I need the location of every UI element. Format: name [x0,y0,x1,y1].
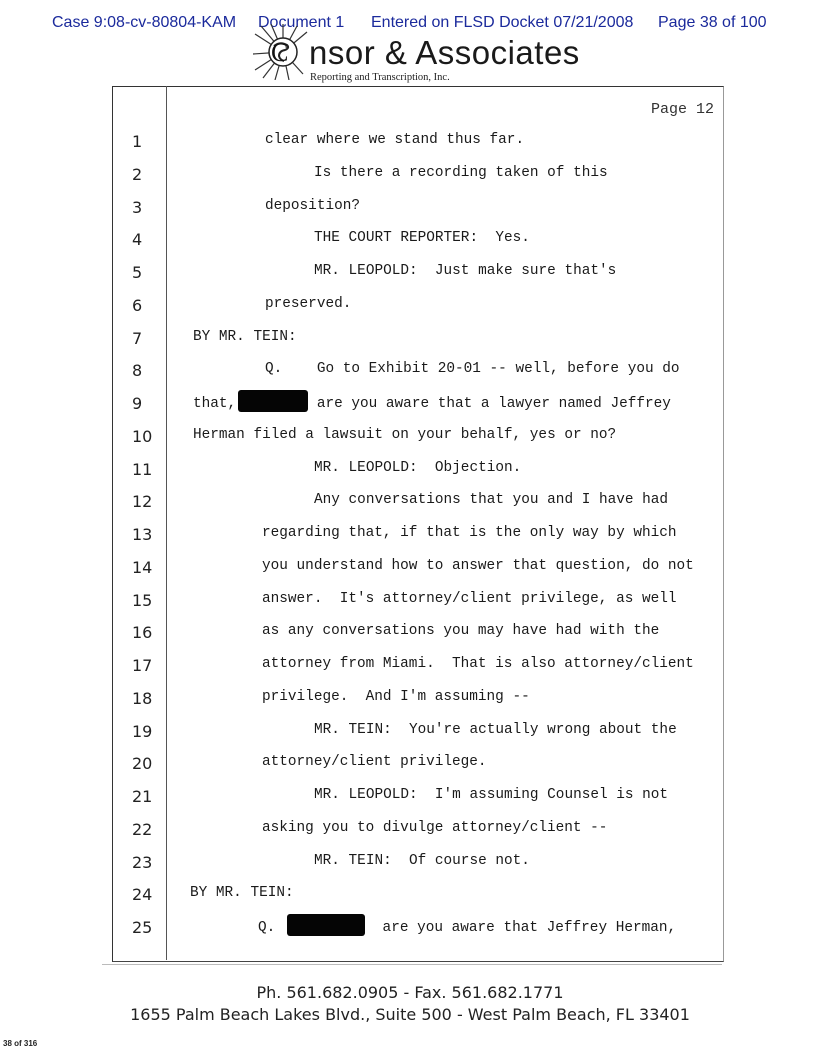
line-number: 13 [132,525,153,544]
line-text-body: deposition? [265,197,360,214]
line-text [262,689,530,705]
footer-divider [102,964,722,965]
transcript-line [0,492,820,522]
docket-entry: Entered on FLSD Docket 07/21/2008 [371,14,634,31]
transcript-line [0,623,820,653]
transcript-line [0,722,820,752]
line-text-body: MR. TEIN: You're actually wrong about the [314,721,677,738]
line-number: 14 [132,557,153,577]
line-text-body: you understand how to answer that question, do not [262,557,694,574]
line-number: 5 [132,263,143,282]
line-text-body: regarding that, if that is the only way by which [262,525,677,541]
line-text [193,394,671,412]
line-text [314,460,521,476]
line-text [193,427,616,443]
line-number: 15 [132,590,153,610]
transcript-line [0,394,820,424]
line-number: 20 [132,754,153,774]
line-number: 11 [132,459,153,479]
line-number: 2 [132,164,143,184]
line-text-body: are you aware that Jeffrey Herman, [365,919,677,936]
line-text [262,820,607,836]
line-number: 7 [132,328,143,348]
line-text-lead: Q. [258,919,276,936]
line-text [262,656,694,672]
transcript-line [0,361,820,391]
transcript-line [0,689,820,719]
line-number: 3 [132,197,143,217]
transcript-line [0,754,820,784]
line-text [262,558,694,574]
line-text-body: privilege. And I'm assuming -- [262,688,530,705]
transcript-line [0,263,820,293]
line-text-body: MR. LEOPOLD: Just make sure that's [314,263,617,279]
line-text [314,722,677,738]
transcript-line [0,460,820,490]
line-number: 16 [132,623,153,643]
line-number: 12 [132,492,153,512]
footer-address: 1655 Palm Beach Lakes Blvd., Suite 500 - West Palm Beach, FL 33401 [130,1005,690,1024]
line-text-body: preserved. [265,295,352,312]
line-text [314,787,668,803]
line-text-body: MR. LEOPOLD: Objection. [314,459,522,476]
line-text-body: Any conversations that you and I have had [314,492,669,509]
globe-logo-icon [253,24,313,80]
line-number: 8 [132,361,143,381]
line-text [314,492,668,508]
line-text [265,361,680,377]
line-number: 10 [132,426,153,446]
transcript-line [0,787,820,817]
transcript-line [0,591,820,621]
transcript-line [0,132,820,162]
line-number: 18 [132,688,153,708]
svg-text:C: C [271,38,289,67]
line-text [314,263,616,279]
line-text-body: asking you to divulge attorney/client -- [262,819,608,836]
reporter-tagline: Reporting and Transcription, Inc. [310,72,450,83]
line-number: 6 [132,295,143,315]
line-number: 19 [132,721,153,741]
transcript-line [0,296,820,326]
line-text-body: attorney/client privilege. [262,754,487,771]
transcript-line [0,198,820,228]
line-text [262,623,659,639]
line-number: 21 [132,787,153,806]
line-number: 1 [132,132,143,151]
redaction-block [287,914,365,936]
transcript-page-number: Page 12 [650,101,714,118]
line-text [262,525,677,541]
line-number: 23 [132,852,153,872]
line-text-body: are you aware that a lawyer named Jeffrey [308,395,671,412]
line-text [265,296,351,312]
transcript-line [0,427,820,457]
transcript-line [0,885,820,915]
line-text [262,591,677,607]
line-text-body: BY MR. TEIN: [190,885,294,902]
line-text-body: answer. It's attorney/client privilege, as well [262,590,677,607]
line-text [193,329,297,345]
line-text-body: Q. Go to Exhibit 20-01 -- well, before you do [265,361,680,378]
line-text-body: Herman filed a lawsuit on your behalf, yes or no? [193,426,617,443]
transcript-line [0,918,820,948]
footer-contact: Ph. 561.682.0905 - Fax. 561.682.1771 [256,983,564,1002]
reporter-name: nsor & Associates [309,34,580,71]
line-number: 9 [132,394,143,413]
filing-page-number: Page 38 of 100 [658,14,767,31]
line-number: 17 [132,656,153,675]
line-text-body: MR. LEOPOLD: I'm assuming Counsel is not [314,787,669,803]
line-text [190,885,294,901]
document-number: Document 1 [258,14,345,31]
line-text-lead: that, [193,395,237,412]
line-text [314,853,530,869]
transcript-line [0,165,820,195]
line-text-body: Is there a recording taken of this [314,164,608,181]
line-text-body: attorney from Miami. That is also attorney/client [262,656,694,672]
transcript-line [0,853,820,883]
line-text-body: BY MR. TEIN: [193,328,297,345]
redaction-block [238,390,308,412]
transcript-line [0,230,820,260]
line-text [265,198,360,214]
line-number: 24 [132,885,153,905]
line-text-body: clear where we stand thus far. [265,132,525,148]
case-number: Case 9:08-cv-80804-KAM [52,14,237,31]
transcript-line [0,558,820,588]
pdf-page-counter: 38 of 316 [3,1039,38,1048]
line-text [314,230,530,246]
line-text-body: MR. TEIN: Of course not. [314,852,530,869]
line-text [265,132,524,148]
line-text [258,918,676,936]
line-text-body: THE COURT REPORTER: Yes. [314,230,530,247]
transcript-line [0,525,820,555]
transcript-line [0,820,820,850]
line-text [262,754,487,770]
line-number: 25 [132,918,153,937]
line-text [314,165,608,181]
transcript-line [0,329,820,359]
transcript-line [0,656,820,686]
line-number: 4 [132,230,143,250]
line-text-body: as any conversations you may have had with the [262,623,660,640]
line-number: 22 [132,819,153,839]
